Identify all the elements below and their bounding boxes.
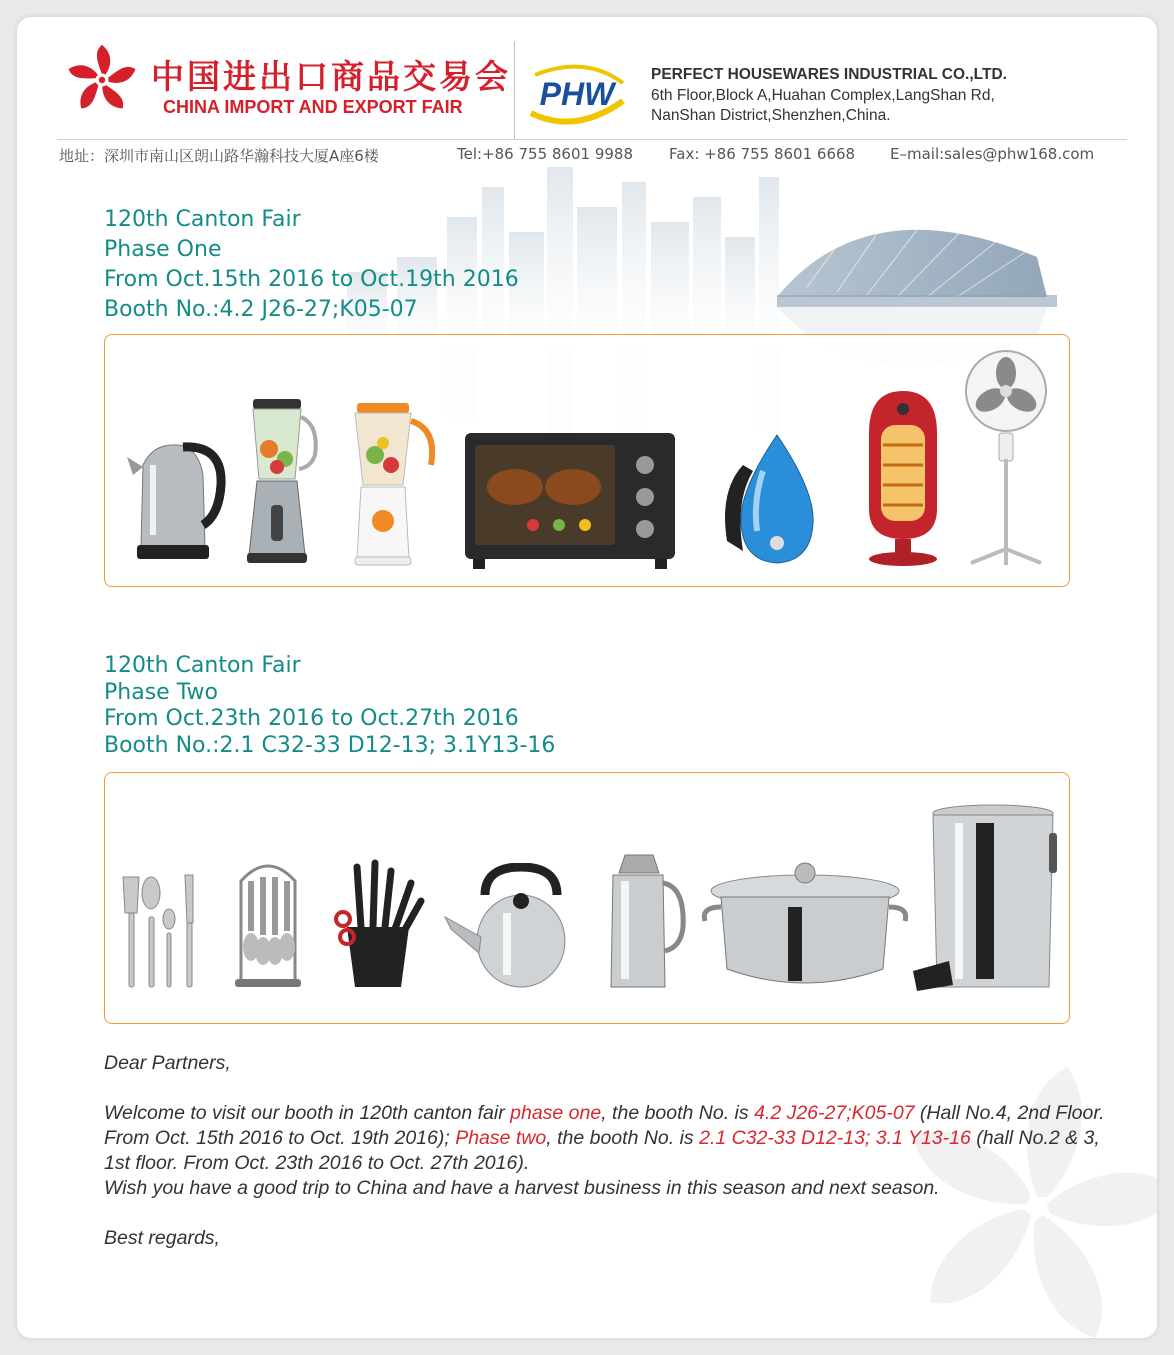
phase-one-products-box (104, 334, 1070, 587)
cutlery-set-image (119, 873, 203, 991)
company-address-line2: NanShan District,Shenzhen,China. (651, 107, 891, 124)
greeting: Dear Partners, (104, 1052, 231, 1074)
fax: Fax: +86 755 8601 6668 (669, 145, 856, 163)
phase-one-phase: Phase One (104, 237, 222, 262)
canton-fair-flower-logo (65, 43, 139, 117)
header-rule (57, 139, 1127, 140)
phase-two-title: 120th Canton Fair (104, 653, 301, 678)
phase-one-dates: From Oct.15th 2016 to Oct.19th 2016 (104, 267, 519, 292)
company-name: PERFECT HOUSEWARES INDUSTRIAL CO.,LTD. (651, 66, 1007, 83)
welcome-text-5: (hall No.2 & 3, 1st floor. From Oct. 23th 2016 to Oct. 27th 2016). (104, 1127, 1100, 1174)
welcome-text-4: , the booth No. is (546, 1127, 700, 1149)
address-chinese: 地址：深圳市南山区朗山路华瀚科技大厦A座6楼 (59, 147, 379, 165)
header-divider (514, 41, 515, 139)
electric-kettle-image (123, 435, 227, 565)
closing: Best regards, (104, 1227, 220, 1249)
phase-one-booth-highlight: 4.2 J26-27;K05-07 (754, 1102, 915, 1124)
letter-body (104, 1051, 1114, 1251)
fair-name-chinese: 中国进出口商品交易会 (151, 57, 511, 96)
phase-two-highlight: Phase two (455, 1127, 547, 1149)
vacuum-jug-image (603, 847, 687, 993)
phw-logo (525, 61, 629, 131)
telephone: Tel:+86 755 8601 9988 (457, 145, 634, 163)
phase-two-dates: From Oct.23th 2016 to Oct.27th 2016 (104, 706, 519, 731)
phase-one-title: 120th Canton Fair (104, 207, 301, 232)
phase-two-products-box (104, 772, 1070, 1024)
halogen-heater-image (865, 389, 941, 569)
blender-glass-image (243, 395, 325, 567)
phase-two-booth: Booth No.:2.1 C32-33 D12-13; 3.1Y13-16 (104, 732, 556, 758)
phw-logo-text: PHW (539, 76, 615, 112)
phase-one-booth: Booth No.:4.2 J26-27;K05-07 (104, 297, 418, 322)
pedal-bin-image (909, 803, 1057, 995)
knife-block-set-image (331, 857, 425, 991)
welcome-text-1: Welcome to visit our booth in 120th canton fair (104, 1102, 511, 1124)
email-link[interactable]: E–mail:sales@phw168.com (890, 145, 1095, 163)
company-address-line1: 6th Floor,Block A,Huahan Complex,LangShan Rd, (651, 87, 995, 104)
toaster-oven-image (463, 431, 681, 573)
company-address (651, 86, 995, 126)
wish-text: Wish you have a good trip to China and have a harvest business in this season and next season. (104, 1177, 940, 1199)
humidifier-image (713, 431, 831, 571)
stock-pot-image (701, 851, 911, 993)
blender-orange-image (345, 399, 441, 567)
stand-fan-image (963, 349, 1049, 571)
phase-two-phase: Phase Two (104, 679, 218, 705)
welcome-text-3: (Hall No.4, 2nd Floor. From Oct. 15th 2016 to Oct. 19th 2016); (104, 1102, 1105, 1149)
phase-one-highlight: phase one (510, 1102, 602, 1124)
kitchen-utensil-rack-image (231, 851, 305, 991)
phase-two-info (104, 653, 555, 759)
fair-name-english: CHINA IMPORT AND EXPORT FAIR (163, 97, 463, 117)
phase-two-booth-highlight: 2.1 C32-33 D12-13; 3.1 Y13-16 (699, 1127, 971, 1149)
newsletter-card (17, 17, 1157, 1338)
whistling-kettle-image (441, 863, 571, 993)
phase-one-info (104, 205, 519, 325)
welcome-paragraph (104, 1101, 1114, 1176)
welcome-text-2: , the booth No. is (601, 1102, 755, 1124)
